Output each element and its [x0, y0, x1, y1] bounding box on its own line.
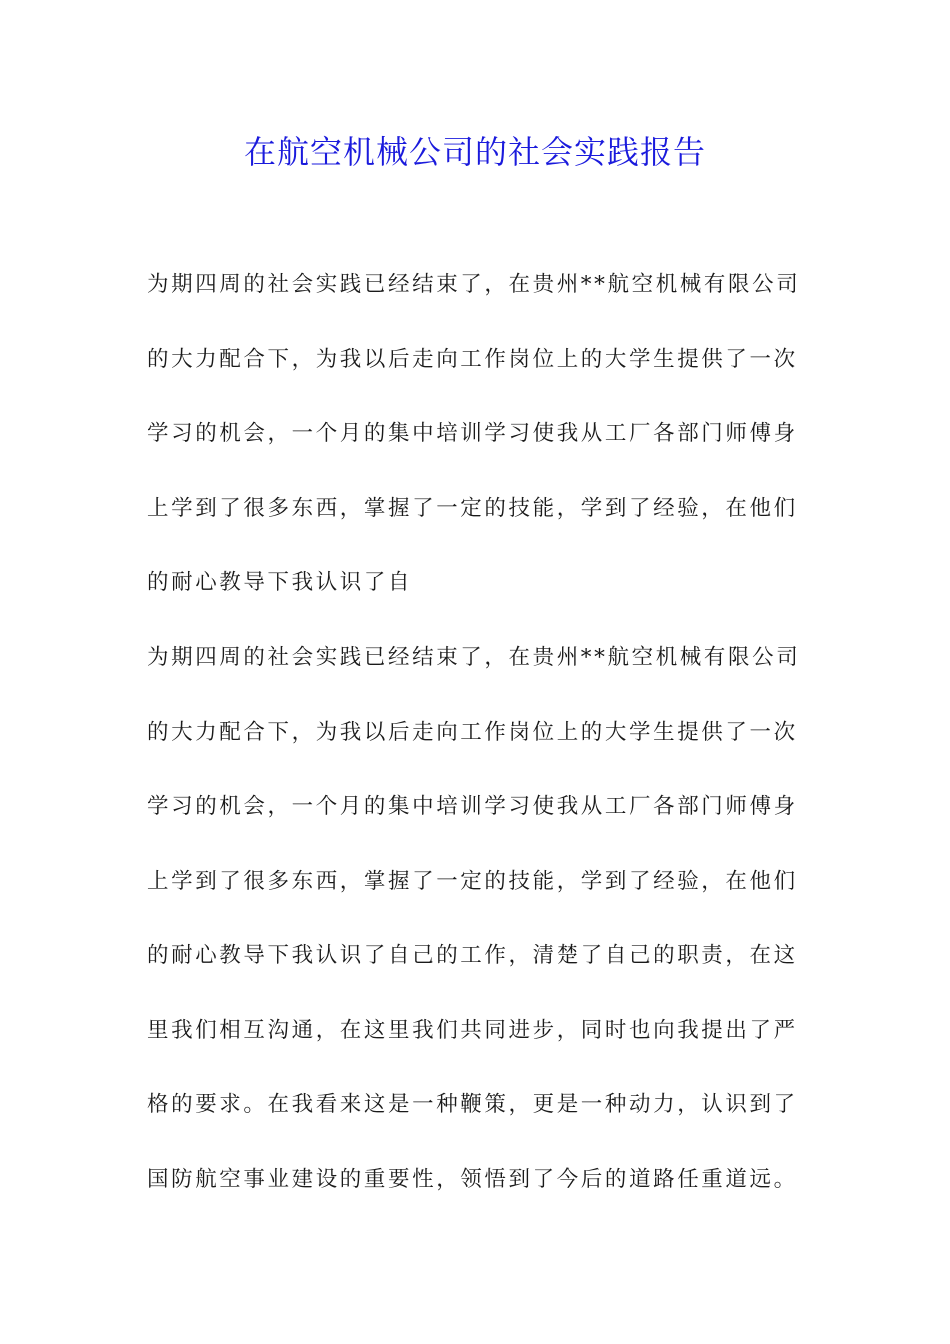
body-line: 为期四周的社会实践已经结束了，在贵州**航空机械有限公司	[147, 645, 801, 670]
excerpt-line: 为期四周的社会实践已经结束了，在贵州**航空机械有限公司	[147, 272, 801, 297]
body-line: 格的要求。在我看来这是一种鞭策，更是一种动力，认识到了	[147, 1092, 798, 1117]
excerpt-line: 的耐心教导下我认识了自	[147, 570, 413, 595]
body-line: 学习的机会，一个月的集中培训学习使我从工厂各部门师傅身	[147, 794, 798, 819]
document-title: 在航空机械公司的社会实践报告	[243, 133, 706, 171]
body-line: 国防航空事业建设的重要性，领悟到了今后的道路任重道远。	[147, 1167, 798, 1192]
excerpt-line: 上学到了很多东西，掌握了一定的技能，学到了经验，在他们	[147, 496, 798, 521]
excerpt-line: 学习的机会，一个月的集中培训学习使我从工厂各部门师傅身	[147, 421, 798, 446]
body-line: 的耐心教导下我认识了自己的工作，清楚了自己的职责，在这	[147, 943, 798, 968]
excerpt-line: 的大力配合下，为我以后走向工作岗位上的大学生提供了一次	[147, 347, 798, 372]
body-line: 里我们相互沟通，在这里我们共同进步，同时也向我提出了严	[147, 1018, 798, 1043]
body-line: 的大力配合下，为我以后走向工作岗位上的大学生提供了一次	[147, 720, 798, 745]
body-line: 上学到了很多东西，掌握了一定的技能，学到了经验，在他们	[147, 869, 798, 894]
